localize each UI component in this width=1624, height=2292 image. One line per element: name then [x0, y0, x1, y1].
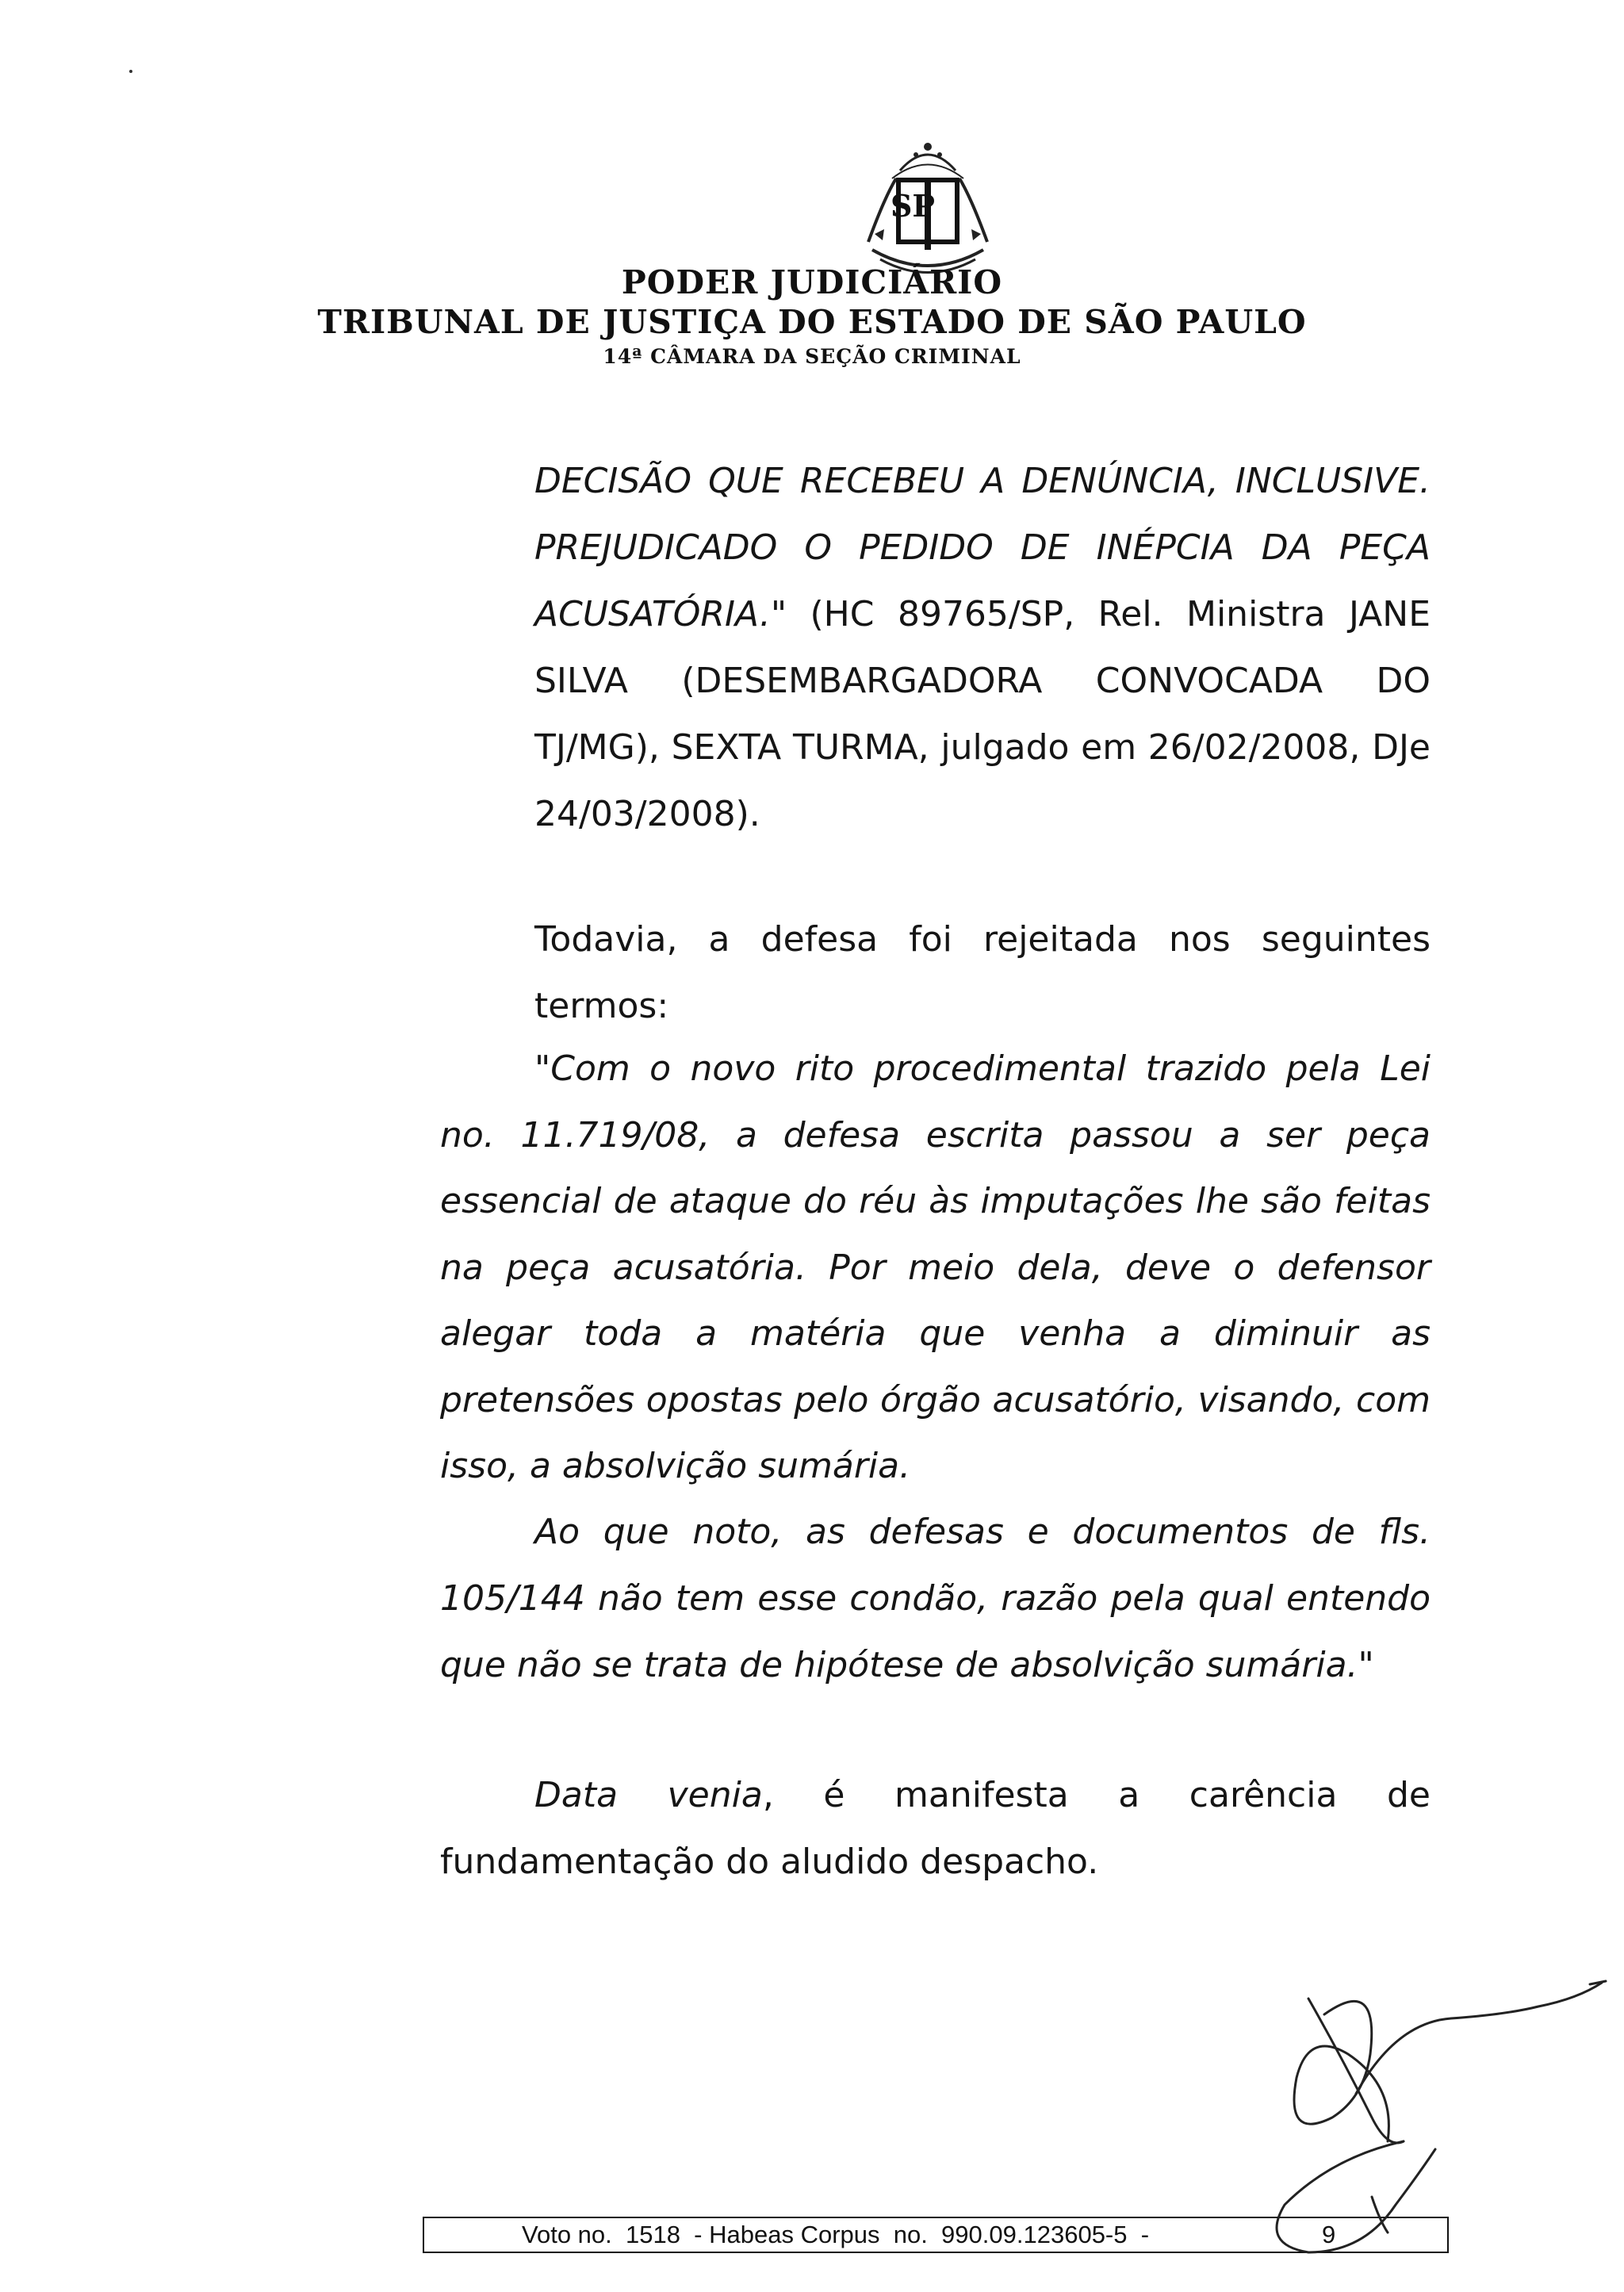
quoted-precedent-text: DECISÃO QUE RECEBEU A DENÚNCIA, INCLUSIVE. PREJUDICADO O PEDIDO DE INÉPCIA DA PEÇA ACUSATÓRIA.": [534, 461, 1431, 634]
handwritten-signature: [1189, 1959, 1618, 2292]
sp-court-seal: [852, 123, 1003, 278]
data-venia-rest: , é manifesta a carência de fundamentação do aludido despacho.: [440, 1775, 1431, 1882]
footer-reference: Voto no. 1518 - Habeas Corpus no. 990.09.123605-5 -: [522, 2221, 1150, 2248]
seal-letter-s: SP: [890, 188, 936, 224]
scan-speck: [129, 70, 132, 73]
quoted-decision-part-2-text: Ao que noto, as defesas e documentos de fls. 105/144 não tem esse condão, razão pela qual entendo que não se trata de hipótese de absolvição sumária.": [440, 1512, 1431, 1685]
data-venia-phrase: Data venia: [534, 1775, 763, 1815]
paragraph-data-venia: [440, 1762, 1431, 1895]
header-poder-judiciario: PODER JUDICIÁRIO: [621, 263, 1003, 301]
quoted-decision-part-1-text: "Com o novo rito procedimental trazido pela Lei no. 11.719/08, a defesa escrita passou a ser peça essencial de ataque do réu às imputações lhe são feitas na peça acusatória. Por meio dela, deve o defensor alegar toda a matéria que venha a diminuir as pretensões opostas pelo órgão acusatório, visando, com isso, a absolvição sumária.: [440, 1048, 1431, 1486]
paragraph-todavia: Todavia, a defesa foi rejeitada nos seguintes termos:: [534, 919, 1431, 1026]
footer-page-number: 9: [1322, 2221, 1336, 2248]
header-tribunal: TRIBUNAL DE JUSTIÇA DO ESTADO DE SÃO PAULO: [317, 303, 1307, 341]
quoted-decision-part-1: [440, 1036, 1431, 1500]
quoted-decision-part-2: [440, 1499, 1431, 1699]
header-camara: 14ª CÂMARA DA SEÇÃO CRIMINAL: [603, 345, 1021, 368]
quoted-precedent-citation: (HC 89765/SP, Rel. Ministra JANE SILVA (DESEMBARGADORA CONVOCADA DO TJ/MG), SEXTA TURMA, julgado em 26/02/2008, DJe 24/03/2008).: [534, 594, 1431, 834]
quoted-precedent: [534, 448, 1431, 848]
